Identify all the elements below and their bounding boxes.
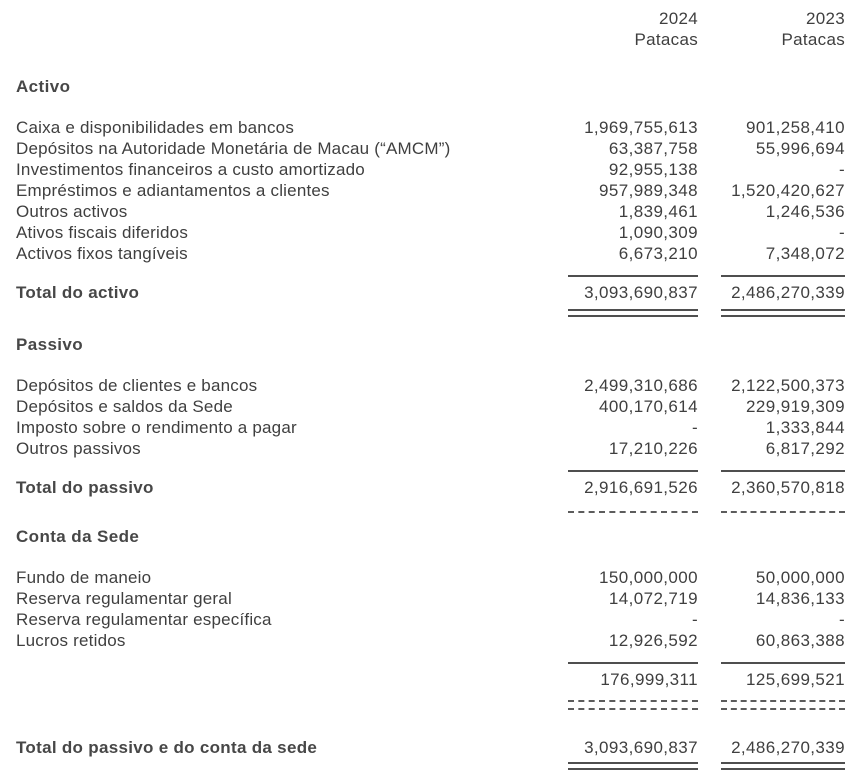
value-2024: 2,499,310,686 [584,376,698,395]
value-2024: - [691,418,698,437]
year-2023-header: 2023 [805,9,845,28]
value-2023: 50,000,000 [755,568,845,587]
subtotal-value-2023: 125,699,521 [746,670,845,689]
row-label: Fundo de maneio [16,568,152,587]
value-2023: - [838,610,845,629]
rule-double-dashed [16,700,845,710]
total-label: Total do activo [16,283,140,302]
rule-double [16,309,845,317]
rule-2023 [698,700,845,710]
rule-2024 [566,275,698,277]
rule-2024 [566,762,698,770]
table-row [16,138,845,159]
column-currency-header [16,29,845,50]
rule-double [16,762,845,770]
sede-rows [16,567,845,651]
section-title-activo: Activo [16,77,71,96]
passivo-rows [16,375,845,459]
table-row [16,375,845,396]
rule-2023 [698,511,845,513]
value-2024: 1,839,461 [618,202,698,221]
grand-total-row [16,737,845,758]
value-2023: 60,863,388 [755,631,845,650]
rule-dashed [16,511,845,513]
rule-single [16,470,845,472]
rule-2024 [566,662,698,664]
value-2023: - [838,160,845,179]
value-2024: 1,090,309 [618,223,698,242]
table-row [16,438,845,459]
section-title-passivo: Passivo [16,335,84,354]
value-2024: 400,170,614 [599,397,698,416]
row-label: Depósitos de clientes e bancos [16,376,258,395]
grand-total-value-2024: 3,093,690,837 [584,738,698,757]
column-year-header [16,8,845,29]
table-row [16,159,845,180]
grand-total-value-2023: 2,486,270,339 [731,738,845,757]
table-row [16,417,845,438]
value-2024: 92,955,138 [608,160,698,179]
section-title-conta-da-sede: Conta da Sede [16,527,140,546]
value-2024: 12,926,592 [608,631,698,650]
row-label: Outros activos [16,202,128,221]
table-row [16,396,845,417]
sede-subtotal-row [16,669,845,690]
row-label: Activos fixos tangíveis [16,244,188,263]
rule-2024 [566,511,698,513]
row-label: Lucros retidos [16,631,126,650]
row-label: Reserva regulamentar específica [16,610,272,629]
year-2024-header: 2024 [658,9,698,28]
subtotal-value-2024: 176,999,311 [600,670,698,689]
currency-2023-header: Patacas [781,30,845,49]
row-label: Depósitos e saldos da Sede [16,397,233,416]
value-2023: 14,836,133 [755,589,845,608]
rule-2024 [566,309,698,317]
table-row [16,180,845,201]
rule-2023 [698,762,845,770]
rule-single [16,275,845,277]
section-conta-da-sede [16,526,845,547]
grand-total-label: Total do passivo e do conta da sede [16,738,318,757]
row-label: Depósitos na Autoridade Monetária de Macau (“AMCM”) [16,139,451,158]
value-2024: - [691,610,698,629]
value-2023: 7,348,072 [765,244,845,263]
value-2024: 6,673,210 [618,244,698,263]
value-2023: 1,246,536 [765,202,845,221]
rule-2023 [698,470,845,472]
row-label: Empréstimos e adiantamentos a clientes [16,181,330,200]
total-value-2024: 2,916,691,526 [584,478,698,497]
value-2023: 55,996,694 [755,139,845,158]
value-2023: 229,919,309 [746,397,845,416]
table-row [16,609,845,630]
value-2024: 14,072,719 [608,589,698,608]
rule-single [16,662,845,664]
table-row [16,222,845,243]
table-row [16,243,845,264]
row-label: Ativos fiscais diferidos [16,223,189,242]
total-value-2023: 2,486,270,339 [731,283,845,302]
rule-2024 [566,470,698,472]
rule-2024 [566,700,698,710]
table-row [16,567,845,588]
table-row [16,201,845,222]
rule-2023 [698,662,845,664]
row-label: Imposto sobre o rendimento a pagar [16,418,297,437]
currency-2024-header: Patacas [634,30,698,49]
row-label: Caixa e disponibilidades em bancos [16,118,295,137]
value-2024: 17,210,226 [608,439,698,458]
total-label: Total do passivo [16,478,154,497]
value-2023: 901,258,410 [746,118,845,137]
value-2024: 150,000,000 [599,568,698,587]
total-passivo-row [16,477,845,498]
value-2024: 957,989,348 [599,181,698,200]
total-activo-row [16,282,845,303]
value-2023: - [838,223,845,242]
table-row [16,630,845,651]
value-2023: 6,817,292 [765,439,845,458]
rule-2023 [698,275,845,277]
row-label: Outros passivos [16,439,141,458]
rule-2023 [698,309,845,317]
total-value-2024: 3,093,690,837 [584,283,698,302]
value-2024: 63,387,758 [608,139,698,158]
value-2024: 1,969,755,613 [584,118,698,137]
activo-rows [16,117,845,264]
section-passivo [16,334,845,355]
section-activo [16,76,845,97]
value-2023: 1,520,420,627 [731,181,845,200]
row-label: Investimentos financeiros a custo amortizado [16,160,365,179]
table-row [16,588,845,609]
row-label: Reserva regulamentar geral [16,589,232,608]
value-2023: 1,333,844 [765,418,845,437]
value-2023: 2,122,500,373 [731,376,845,395]
table-row [16,117,845,138]
total-value-2023: 2,360,570,818 [731,478,845,497]
